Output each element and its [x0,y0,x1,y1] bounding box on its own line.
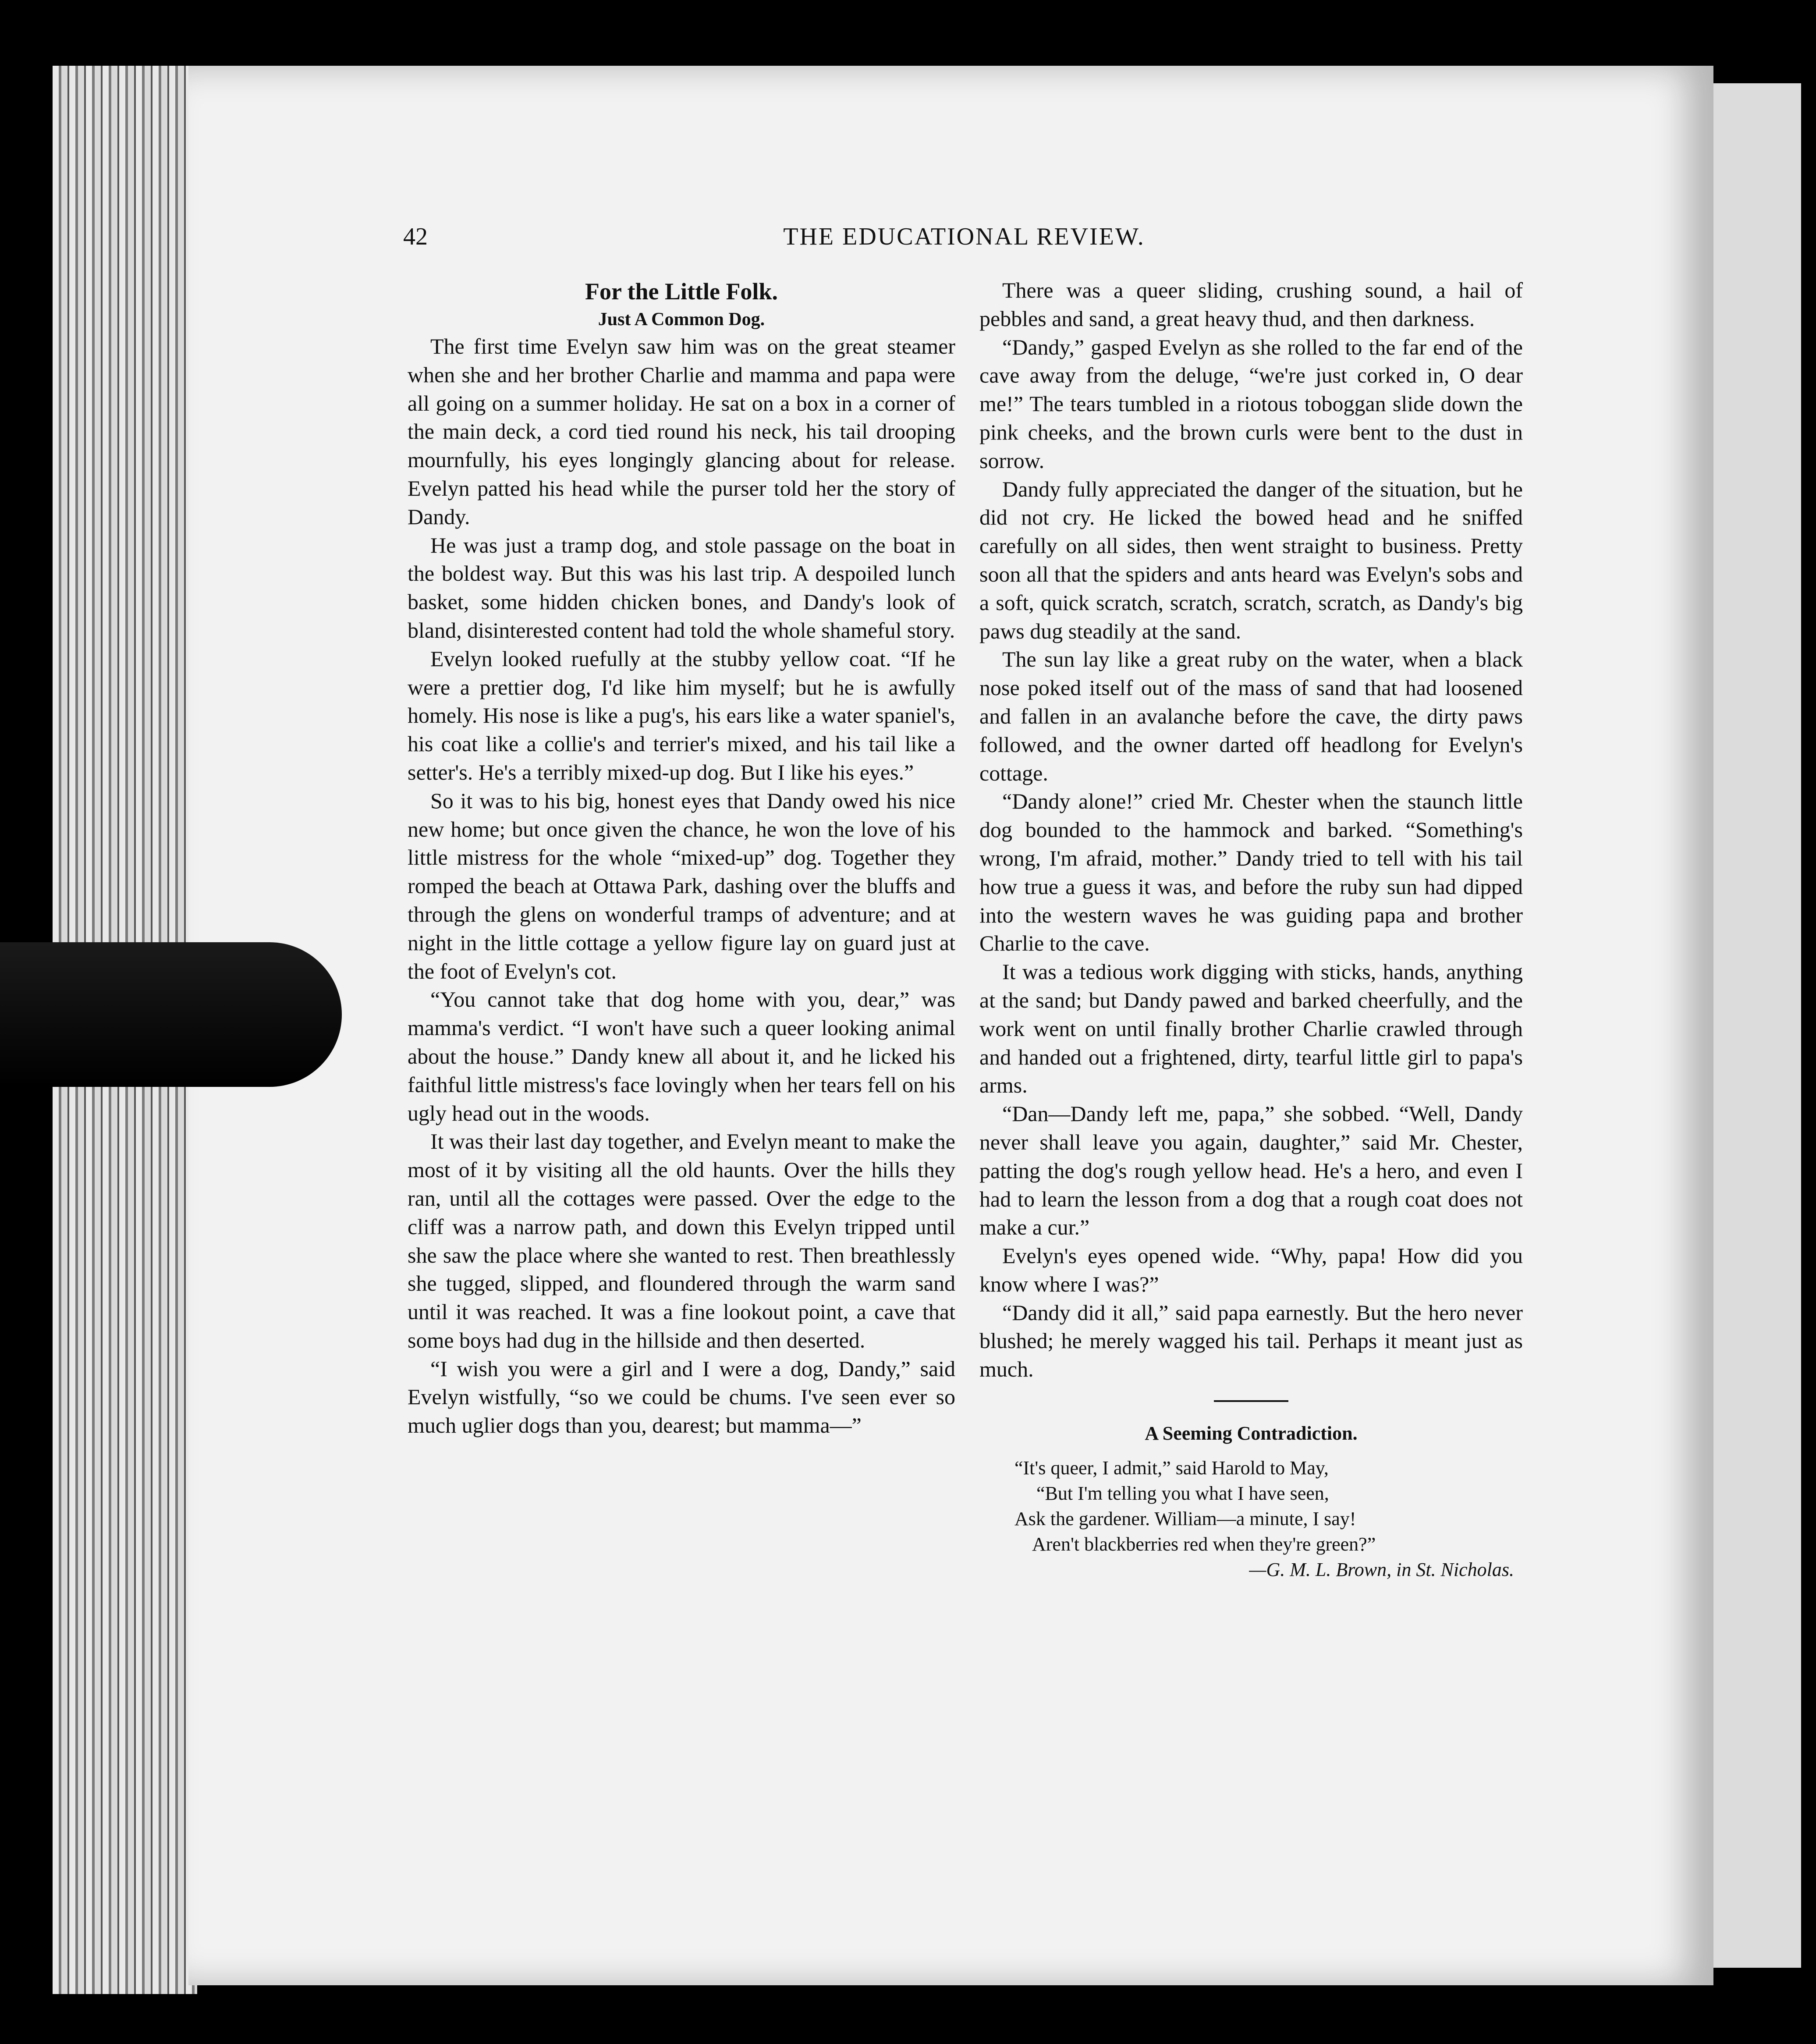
thumb-shadow [0,942,342,1087]
paragraph: So it was to his big, honest eyes that Dandy owed his nice new home; but once given the chance, he won the love of his little mistress for the whole “mixed-up” dog. Together they romped the beach at Ottawa Park, dashing over the bluffs and through the glens on wonderful tramps of adventure; and at night in the little cottage a yellow figure lay on guard just at the foot of Evelyn's cot. [408,788,955,983]
poem [979,1455,1523,1557]
paragraph: Dandy fully appreciated the danger of the situation, but he did not cry. He licked the bowed head and he sniffed carefully on all sides, then went straight to business. Pretty soon all that the spiders and ants heard was Evelyn's sobs and a soft, quick scratch, scratch, scratch, scratch, as Dandy's big paws dug steadily at the sand. [979,476,1523,643]
paragraph: He was just a tramp dog, and stole passage on the boat in the boldest way. But this was his last trip. A despoiled lunch basket, some hidden chicken bones, and Dandy's look of bland, disinterested content had told the whole shameful story. [408,532,955,642]
page-number: 42 [403,223,428,250]
section-divider [1214,1400,1288,1402]
poem-line: “But I'm telling you what I have seen, [1036,1483,1329,1505]
paragraph: “You cannot take that dog home with you, dear,” was mamma's verdict. “I won't have such a queer looking animal about the house.” Dandy knew all about it, and he licked his faithful little mistress's face lovingly when her tears fell on his ugly head out in the woods. [408,987,955,1125]
paragraph: Evelyn's eyes opened wide. “Why, papa! How did you know where I was?” [979,1243,1523,1296]
paragraph: It was a tedious work digging with sticks, hands, anything at the sand; but Dandy pawed and barked cheerfully, and the work went on until finally brother Charlie crawled through and handed out a frightened, dirty, tearful little girl to papa's arms. [979,959,1523,1098]
poem-title: A Seeming Contradiction. [1145,1423,1358,1444]
paragraph: “Dandy alone!” cried Mr. Chester when the staunch little dog bounded to the hammock and barked. “Something's wrong, I'm afraid, mother.” Dandy tried to tell with his tail how true a guess it was, and before the ruby sun had dipped into the western waves he was guiding papa and brother Charlie to the cave. [979,789,1523,956]
paragraph: It was their last day together, and Evelyn meant to make the most of it by visiting all the old haunts. Over the hills they ran, until all the cottages were passed. Over the edge to the cliff was a narrow path, and down this Evelyn tripped until she saw the place where she wanted to rest. Then breathlessly she tugged, slipped, and floundered through the warm sand until it was reached. It was a fine lookout point, a cave that some boys had dug in the hillside and then deserted. [408,1129,955,1352]
poem-line: Aren't blackberries red when they're green?” [1032,1533,1376,1555]
paragraph: “I wish you were a girl and I were a dog, Dandy,” said Evelyn wistfully, “so we could be chums. I've seen ever so much uglier dogs than you, dearest; but mamma—” [408,1356,955,1438]
running-header [403,223,1525,253]
section-title: For the Little Folk. [585,278,778,305]
left-column [408,276,955,1440]
right-column [979,276,1523,1583]
paragraph: There was a queer sliding, crushing sound, a hail of pebbles and sand, a great heavy thud, and then darkness. [979,278,1523,331]
paragraph: The first time Evelyn saw him was on the great steamer when she and her brother Charlie and mamma and papa were all going on a summer holiday. He sat on a box in a corner of the main deck, a cord tied round his neck, his tail drooping mournfully, his eyes longingly glancing about for release. Evelyn patted his head while the purser told her the story of Dandy. [408,334,955,529]
paragraph: “Dandy did it all,” said papa earnestly. But the hero never blushed; he merely wagged his tail. Perhaps it meant just as much. [979,1300,1523,1382]
poem-attribution: —G. M. L. Brown, in St. Nicholas. [1249,1559,1514,1581]
journal-title: THE EDUCATIONAL REVIEW. [783,223,1145,250]
paragraph: “Dan—Dandy left me, papa,” she sobbed. “Well, Dandy never shall leave you again, daughter,” said Mr. Chester, patting the dog's rough yellow head. He's a hero, and even I had to learn the lesson from a dog that a rough coat does not make a cur.” [979,1101,1523,1240]
poem-line: Ask the gardener. William—a minute, I say! [1014,1508,1356,1530]
paragraph: The sun lay like a great ruby on the water, when a black nose poked itself out of the mass of sand that had loosened and fallen in an avalanche before the cave, the dirty paws followed, and the owner darted off headlong for Evelyn's cottage. [979,647,1523,785]
paragraph: Evelyn looked ruefully at the stubby yellow coat. “If he were a prettier dog, I'd like him myself; but he is awfully homely. His nose is like a pug's, his ears like a water spaniel's, his coat like a collie's and terrier's mixed, and his tail like a setter's. He's a terribly mixed-up dog. But I like his eyes.” [408,646,955,784]
story-title: Just A Common Dog. [598,309,765,330]
paragraph: “Dandy,” gasped Evelyn as she rolled to the far end of the cave away from the deluge, “we're just corked in, O dear me!” The tears tumbled in a riotous toboggan slide down the pink cheeks, and the brown curls were bent to the dust in sorrow. [979,334,1523,473]
poem-line: “It's queer, I admit,” said Harold to May, [1014,1457,1329,1479]
